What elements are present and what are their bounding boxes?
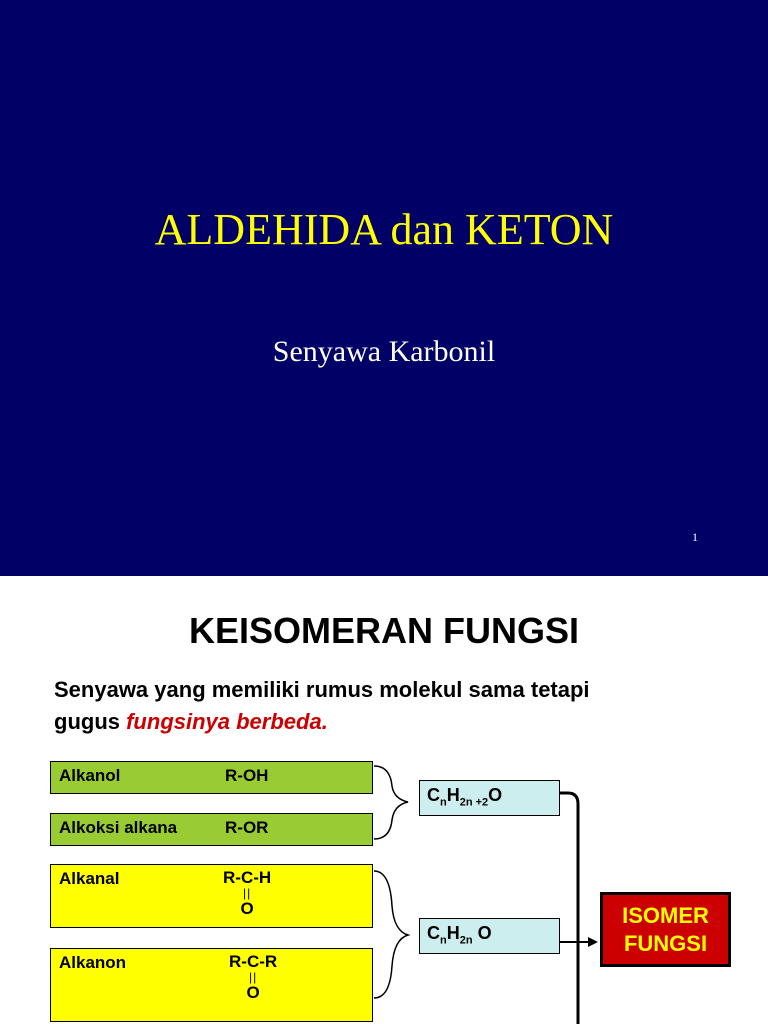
brace-left-top xyxy=(374,766,408,839)
formula-o: O xyxy=(472,923,492,943)
formula-h: H xyxy=(446,923,460,943)
formula-box-alcohol-ether xyxy=(419,780,560,816)
formula-o: O xyxy=(488,785,503,805)
isomer-fungsi-box xyxy=(600,892,731,967)
compound-formula: R-C-R xyxy=(229,952,278,971)
double-bond: || xyxy=(248,970,258,984)
right-connector xyxy=(560,793,578,1024)
brace-left-bottom xyxy=(374,871,408,998)
oxygen-atom: O xyxy=(240,899,254,918)
double-bond: || xyxy=(242,886,252,900)
definition-highlight: fungsinya berbeda. xyxy=(126,709,328,734)
page-number: 1 xyxy=(692,530,698,544)
compound-name: Alkanal xyxy=(59,869,120,888)
formula-c: C xyxy=(427,923,440,943)
slide-subtitle: Senyawa Karbonil xyxy=(272,335,496,368)
slide-heading: KEISOMERAN FUNGSI xyxy=(188,610,580,651)
content-slide xyxy=(0,576,768,1024)
formula-sub-h: 2n xyxy=(459,934,473,947)
oxygen-atom: O xyxy=(246,983,260,1002)
slide-title: ALDEHIDA dan KETON xyxy=(154,205,614,254)
result-line-2: FUNGSI xyxy=(623,931,708,956)
definition-line-1: Senyawa yang memiliki rumus molekul sama tetapi xyxy=(54,677,590,702)
compound-name: Alkanol xyxy=(59,766,121,785)
compound-formula: R-OR xyxy=(225,818,269,837)
compound-formula: R-C-H xyxy=(223,868,272,887)
compound-formula: R-OH xyxy=(225,766,269,785)
formula-c: C xyxy=(427,785,440,805)
formula-sub-n: n xyxy=(440,796,447,809)
formula-box-aldehyde-ketone xyxy=(419,918,560,954)
definition-prefix: gugus xyxy=(54,709,127,734)
result-line-1: ISOMER xyxy=(622,903,709,928)
formula-h: H xyxy=(446,785,460,805)
compound-name: Alkoksi alkana xyxy=(59,818,178,837)
formula-sub-n: n xyxy=(440,934,447,947)
formula-sub-h: 2n +2 xyxy=(459,796,489,809)
compound-name: Alkanon xyxy=(59,953,127,972)
arrow-head-icon xyxy=(588,937,598,947)
